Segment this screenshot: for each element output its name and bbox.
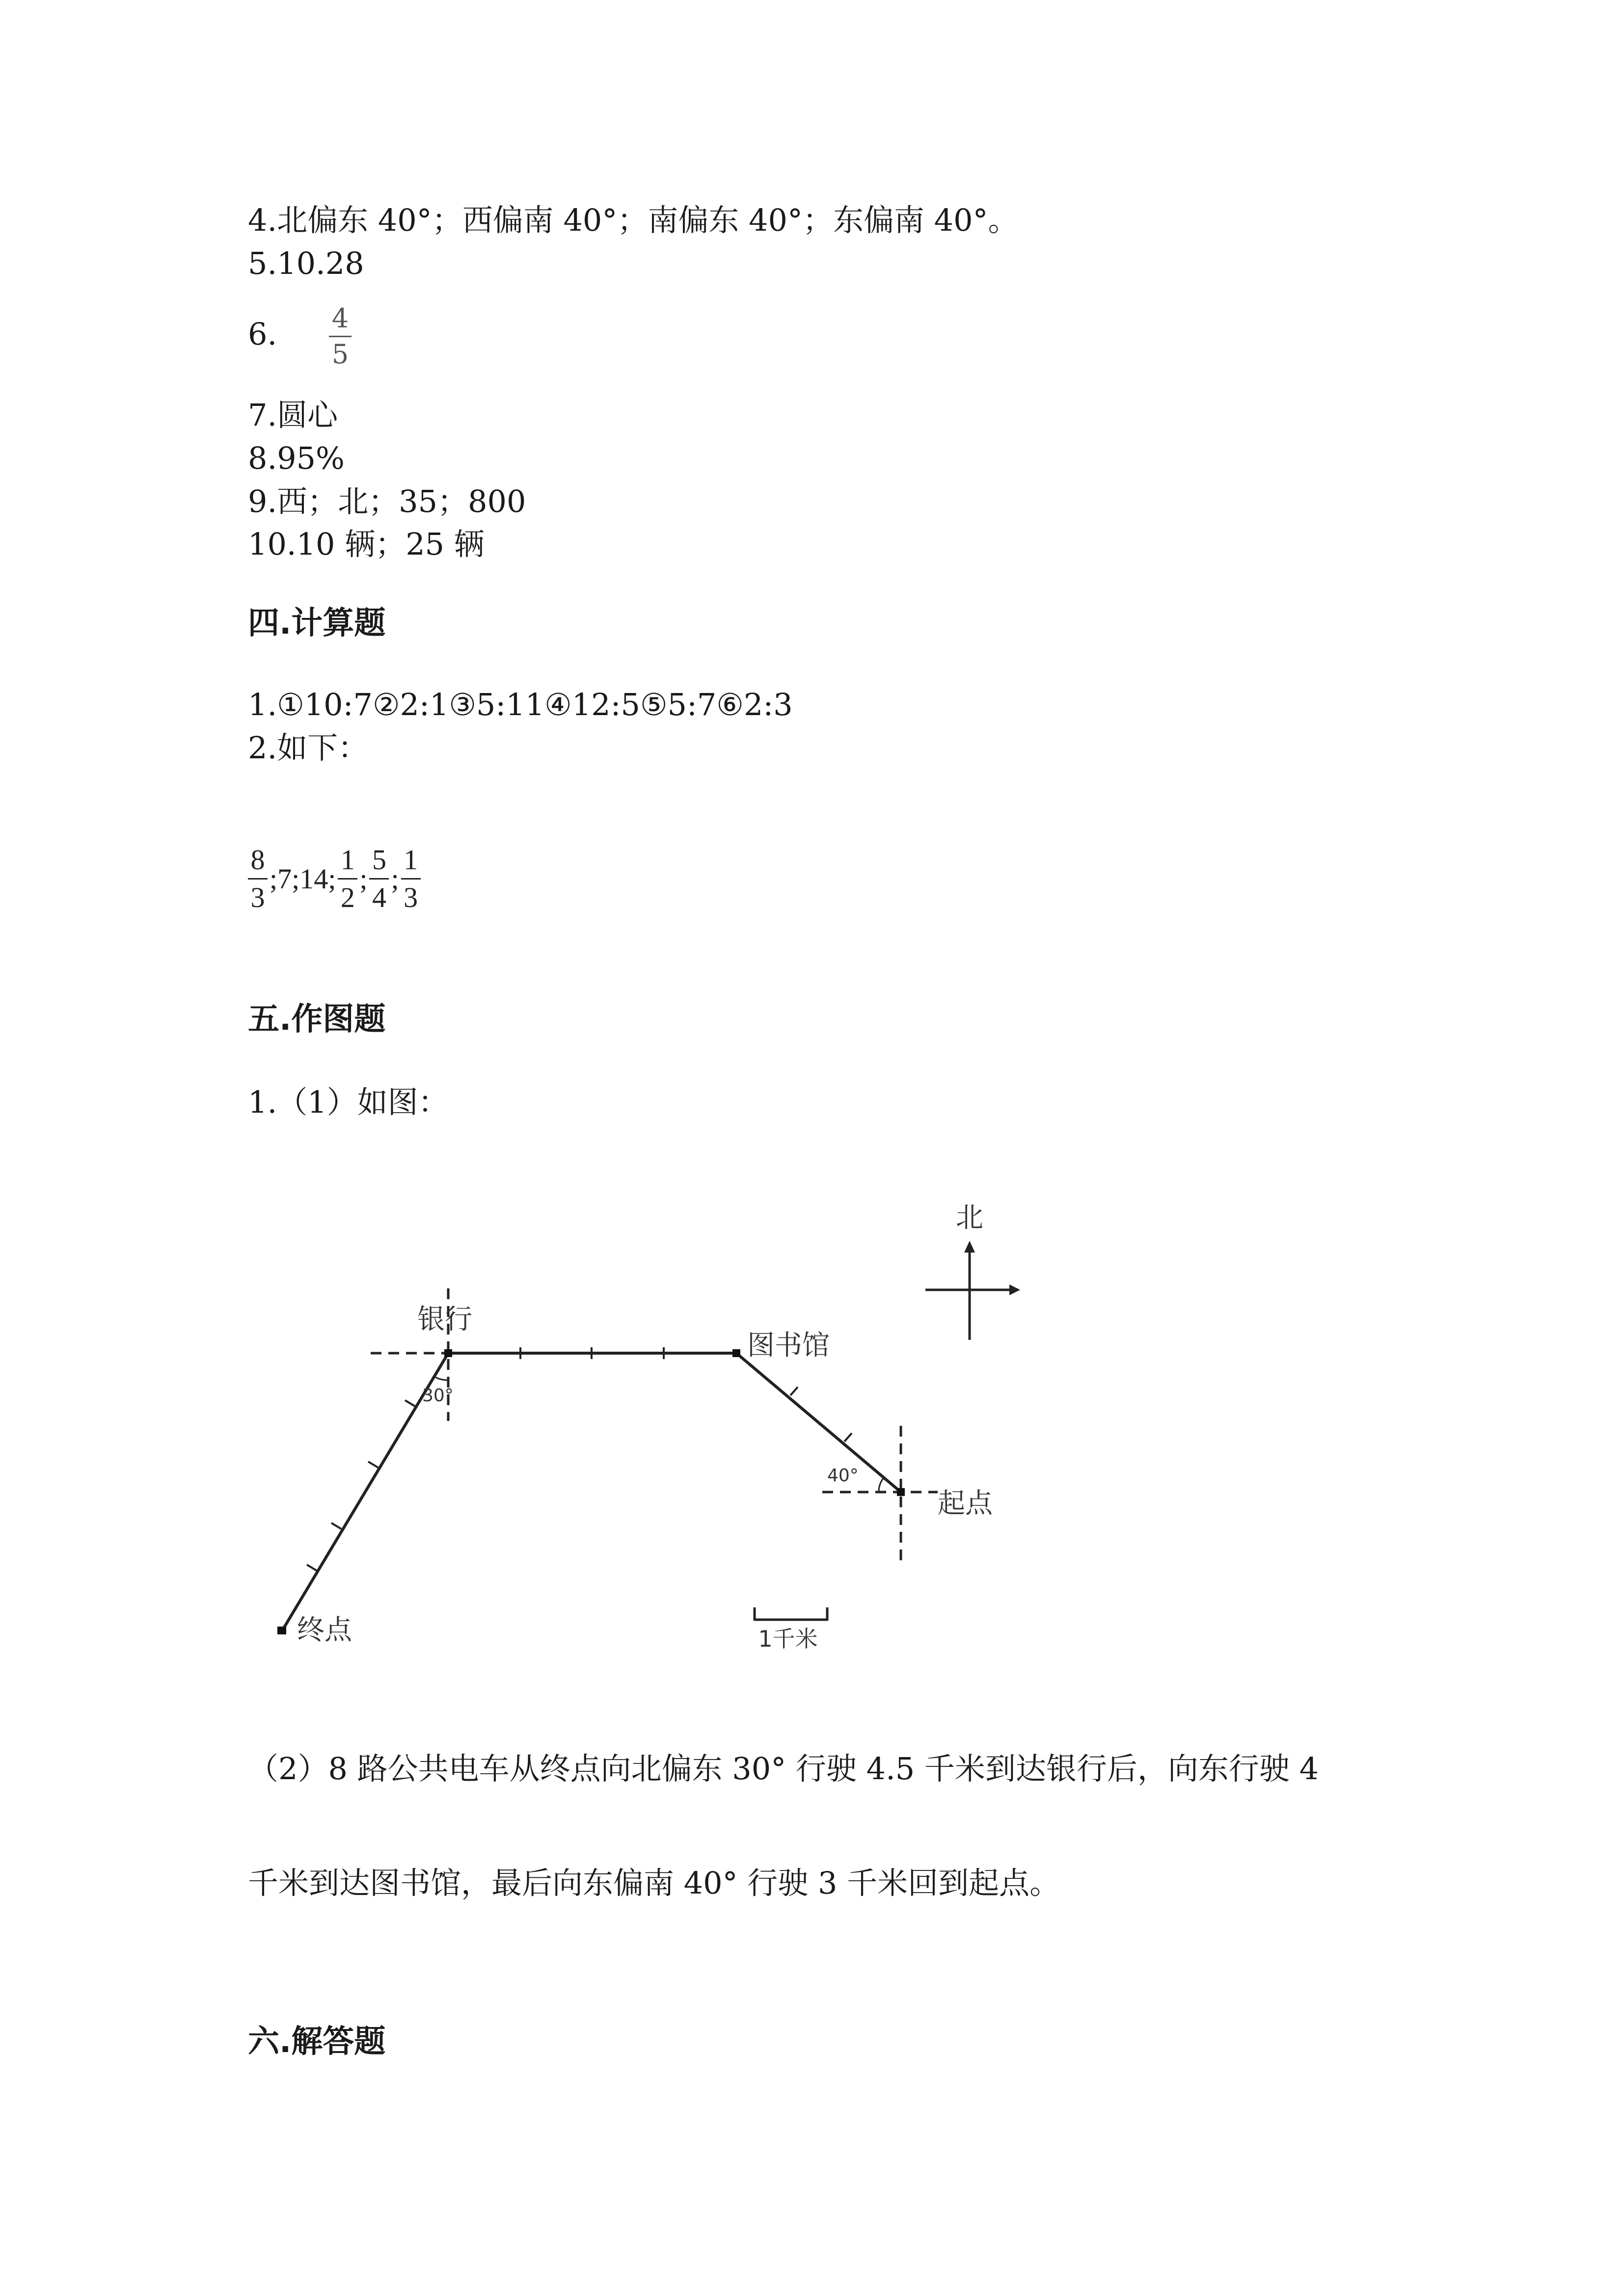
end-label: 终点 xyxy=(297,1614,352,1646)
angle-arc-40 xyxy=(879,1478,884,1492)
angle-40-label: 40° xyxy=(827,1466,859,1486)
bank-label: 银行 xyxy=(417,1304,472,1335)
fraction-separator: ;7;14; xyxy=(270,862,336,895)
answer-9: 9.西；北；35；800 xyxy=(248,483,526,519)
angle-30-label: 30° xyxy=(422,1386,454,1406)
answer-8: 8.95% xyxy=(248,440,345,476)
start-reference-lines xyxy=(822,1426,938,1563)
bank-point xyxy=(444,1349,452,1357)
end-point xyxy=(277,1627,286,1634)
drawing-answer-1-part2-line2: 千米到达图书馆，最后向东偏南 40° 行驶 3 千米回到起点。 xyxy=(248,1865,1060,1901)
scale-label: 1千米 xyxy=(758,1626,818,1652)
fraction-separator: ; xyxy=(391,862,399,895)
section-6-heading: 六.解答题 xyxy=(248,2024,386,2060)
drawing-answer-1-part1: 1.（1）如图： xyxy=(248,1084,449,1120)
answer-10: 10.10 辆；25 辆 xyxy=(248,526,485,562)
fraction-denominator: 3 xyxy=(250,881,265,913)
north-label: 北 xyxy=(956,1202,983,1234)
fraction-numerator: 1 xyxy=(340,843,355,876)
section-5-heading: 五.作图题 xyxy=(248,1001,386,1038)
answer-7: 7.圆心 xyxy=(248,397,338,433)
answer-4: 4.北偏东 40°；西偏南 40°；南偏东 40°；东偏南 40°。 xyxy=(248,202,1019,238)
compass-icon xyxy=(925,1241,1020,1340)
fraction-denominator: 4 xyxy=(372,881,386,913)
start-label: 起点 xyxy=(938,1488,993,1520)
angle-arc-30 xyxy=(434,1377,448,1380)
route-lines xyxy=(282,1353,901,1630)
fraction-numerator: 4 xyxy=(331,303,349,334)
answer-5: 5.10.28 xyxy=(248,245,364,281)
fraction-denominator: 2 xyxy=(340,881,355,913)
fraction-separator: ; xyxy=(359,862,368,895)
start-point xyxy=(897,1488,905,1496)
fraction-numerator: 8 xyxy=(250,843,265,876)
section-4-heading: 四.计算题 xyxy=(248,605,386,641)
answer-6-label: 6. xyxy=(248,316,277,352)
fraction-denominator: 5 xyxy=(331,339,349,370)
fraction-numerator: 5 xyxy=(372,843,386,876)
library-label: 图书馆 xyxy=(747,1330,830,1362)
fraction-numerator: 1 xyxy=(404,843,418,876)
calc-answer-1: 1.①10:7②2:1③5:11④12:5⑤5:7⑥2:3 xyxy=(248,687,793,722)
drawing-answer-1-part2-line1: （2）8 路公共电车从终点向北偏东 30° 行驶 4.5 千米到达银行后，向东行驶 4 xyxy=(248,1751,1319,1787)
library-point xyxy=(732,1349,740,1357)
scale-bar xyxy=(755,1607,827,1621)
fraction-denominator: 3 xyxy=(404,881,418,913)
calc-answer-2: 2.如下： xyxy=(248,730,369,766)
